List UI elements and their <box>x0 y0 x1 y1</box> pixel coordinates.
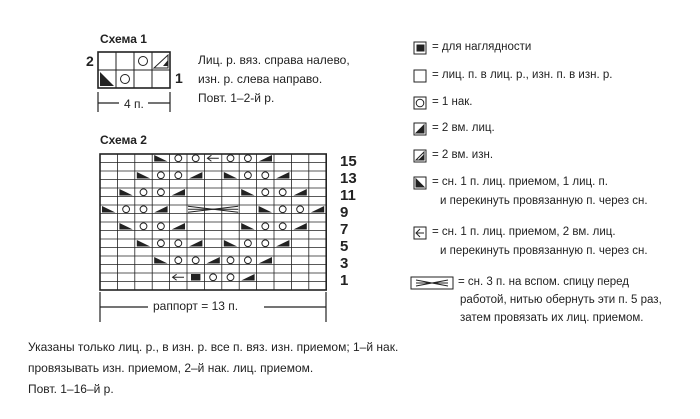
schema2-row-11-yarn-over <box>140 189 147 196</box>
schema2-row-3-yarn-over <box>192 257 199 264</box>
schema2-row-label-15: 15 <box>340 153 357 170</box>
schema2-row-7-yarn-over <box>279 223 286 230</box>
schema1-note-line-2: изн. р. слева направо. <box>198 72 323 86</box>
legend-text-ssk-2: и перекинуть провязанную п. через сн. <box>440 195 648 207</box>
legend-empty-cell-icon <box>414 70 426 82</box>
schema2-row-15-yarn-over <box>175 155 182 162</box>
legend-cable-icon <box>411 277 453 289</box>
schema2-row-5-yarn-over <box>158 240 165 247</box>
schema1-yarn-over-1 <box>139 57 148 66</box>
schema1-row-label-right: 1 <box>175 70 183 86</box>
schema2-row-9-yarn-over <box>123 206 130 213</box>
legend-arrow-left-icon <box>414 227 426 239</box>
schema2-row-3-yarn-over <box>227 257 234 264</box>
schema1-note-line-1: Лиц. р. вяз. справа налево, <box>198 53 350 67</box>
schema2-row-9-ssk <box>102 206 115 213</box>
footnote-line-3: Повт. 1–16–й р. <box>28 382 114 396</box>
schema2-row-15-arrow-left <box>207 155 218 161</box>
schema2-row-3-k2tog <box>259 257 272 264</box>
schema2-row-5-k2tog <box>189 240 202 247</box>
schema2-row-11-yarn-over <box>279 189 286 196</box>
schema2-row-label-1: 1 <box>340 272 349 289</box>
schema2-row-3-yarn-over <box>175 257 182 264</box>
schema2-row-1-arrow-left <box>173 274 184 280</box>
schema2-row-1-black-square <box>191 274 200 281</box>
schema2-row-15-ssk <box>154 155 167 162</box>
footnote-line-1: Указаны только лиц. р., в изн. р. все п. вяз. изн. приемом; 1–й нак. <box>28 340 399 354</box>
schema2-row-15-yarn-over <box>227 155 234 162</box>
schema2-row-7-yarn-over <box>262 223 269 230</box>
schema2-row-7-ssk <box>119 223 132 230</box>
schema2-row-15-yarn-over <box>245 155 252 162</box>
schema2-row-label-9: 9 <box>340 204 349 221</box>
schema2-row-5-yarn-over <box>245 240 252 247</box>
schema2-row-label-3: 3 <box>340 255 349 272</box>
legend-circle-icon <box>414 97 426 109</box>
schema2-row-7-k2tog <box>293 223 306 230</box>
schema2-row-1-yarn-over <box>227 274 234 281</box>
schema2-row-13-yarn-over <box>245 172 252 179</box>
legend-text-arrow-2: и перекинуть провязанную п. через сн. <box>440 245 648 257</box>
legend-text-cable-2: работой, нитью обернуть эти п. 5 раз, <box>460 294 662 306</box>
schema2-row-9-ssk <box>259 206 272 213</box>
schema2-row-7-yarn-over <box>140 223 147 230</box>
legend-text-cable-1: = сн. 3 п. на вспом. спицу перед <box>458 276 630 288</box>
schema2-row-3-ssk <box>154 257 167 264</box>
legend-k2tog-icon <box>414 123 426 135</box>
schema2-row-11-ssk <box>119 189 132 196</box>
legend-text-empty-cell: = лиц. п. в лиц. р., изн. п. в изн. р. <box>432 69 613 81</box>
legend-text-circle: = 1 нак. <box>432 96 473 108</box>
schema2-row-9-k2tog <box>311 206 324 213</box>
legend-black-square-icon <box>414 42 426 54</box>
footnote-line-2: провязывать изн. приемом, 2–й нак. лиц. приемом. <box>28 361 314 375</box>
schema2-row-9-yarn-over <box>297 206 304 213</box>
schema2-row-13-ssk <box>224 172 237 179</box>
schema2-row-15-yarn-over <box>192 155 199 162</box>
schema2-row-5-yarn-over <box>262 240 269 247</box>
schema2-row-7-k2tog <box>172 223 185 230</box>
schema1-p2tog-symbol <box>154 55 168 68</box>
schema1-ssk-symbol <box>100 72 114 86</box>
schema2-repeat-label: раппорт = 13 п. <box>153 299 239 313</box>
schema2-title: Схема 2 <box>100 133 147 147</box>
legend-p2tog-icon <box>414 150 426 162</box>
schema2-row-15-k2tog <box>259 155 272 162</box>
legend-text-ssk-1: = сн. 1 п. лиц. приемом, 1 лиц. п. <box>432 176 608 188</box>
legend-text-k2tog: = 2 вм. лиц. <box>432 122 495 134</box>
schema2-row-1-k2tog <box>241 274 254 281</box>
legend-ssk-icon <box>414 177 426 189</box>
schema2-row-3-yarn-over <box>245 257 252 264</box>
schema2-row-11-k2tog <box>172 189 185 196</box>
schema2-row-11-yarn-over <box>262 189 269 196</box>
schema2-symbols <box>102 155 324 281</box>
schema2-row-3-k2tog <box>206 257 219 264</box>
legend-text-black-square: = для наглядности <box>432 41 532 53</box>
schema2-row-13-k2tog <box>189 172 202 179</box>
schema2-grid <box>100 154 326 290</box>
legend-text-arrow-1: = сн. 1 п. лиц. приемом, 2 вм. лиц. <box>432 226 616 238</box>
schema2-row-13-yarn-over <box>262 172 269 179</box>
schema2-row-5-yarn-over <box>175 240 182 247</box>
schema2-row-1-yarn-over <box>210 274 217 281</box>
schema2-row-13-k2tog <box>276 172 289 179</box>
schema2-row-label-13: 13 <box>340 170 357 187</box>
schema2-row-5-k2tog <box>276 240 289 247</box>
schema2-row-13-yarn-over <box>158 172 165 179</box>
schema1-row-label-left: 2 <box>86 53 94 69</box>
schema2-row-label-5: 5 <box>340 238 349 255</box>
schema1-note-line-3: Повт. 1–2-й р. <box>198 91 275 105</box>
schema2-row-label-11: 11 <box>340 187 356 204</box>
schema2-row-9-cable <box>188 206 238 212</box>
schema2-row-13-ssk <box>137 172 150 179</box>
schema2-row-7-yarn-over <box>158 223 165 230</box>
schema2-row-11-ssk <box>241 189 254 196</box>
schema2-row-5-ssk <box>137 240 150 247</box>
schema1-yarn-over-2 <box>121 75 130 84</box>
schema1-title: Схема 1 <box>100 32 147 46</box>
schema2-row-9-yarn-over <box>279 206 286 213</box>
schema2-row-13-yarn-over <box>175 172 182 179</box>
schema2-row-label-7: 7 <box>340 221 349 238</box>
schema2-row-5-ssk <box>224 240 237 247</box>
schema2-row-11-k2tog <box>293 189 306 196</box>
schema2-row-7-ssk <box>241 223 254 230</box>
schema2-row-11-yarn-over <box>158 189 165 196</box>
legend-text-cable-3: затем провязать их лиц. приемом. <box>460 312 644 324</box>
schema2-row-9-k2tog <box>154 206 167 213</box>
legend-text-p2tog: = 2 вм. изн. <box>432 149 494 161</box>
schema2-row-9-yarn-over <box>140 206 147 213</box>
schema1-width-label: 4 п. <box>124 97 144 111</box>
schema1-repeat-bracket <box>98 92 170 112</box>
